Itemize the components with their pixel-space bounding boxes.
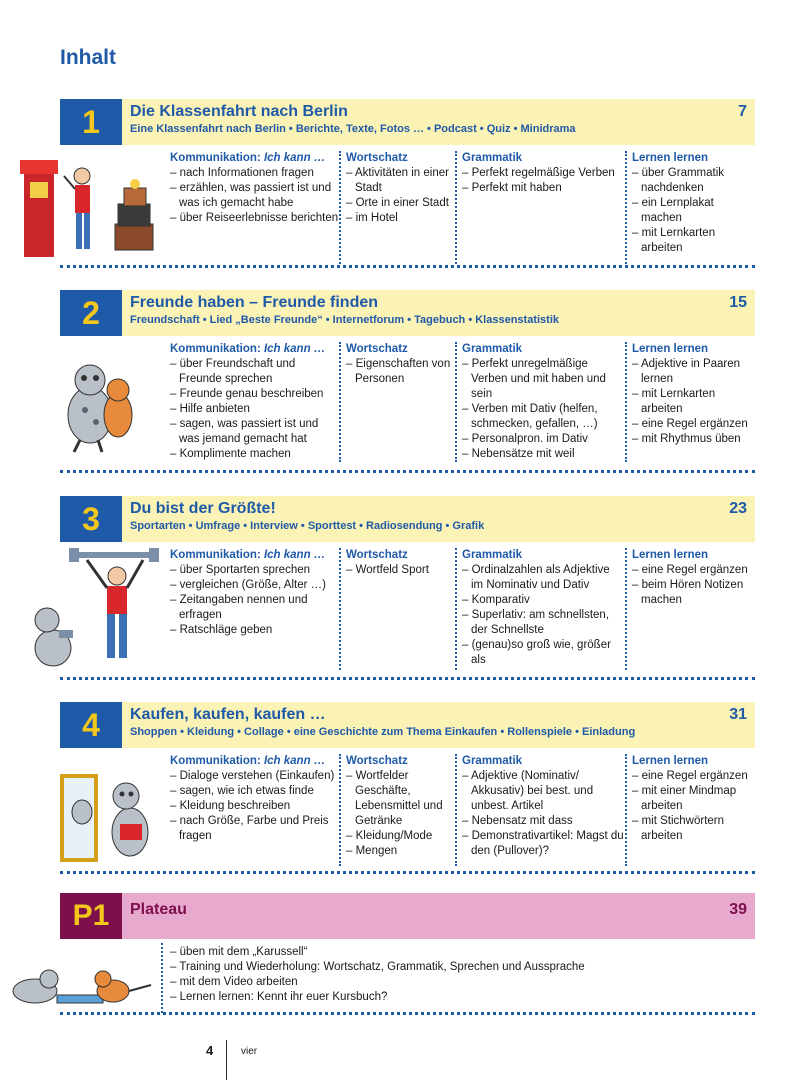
list-item: – über Reiseerlebnisse berichten bbox=[170, 211, 340, 226]
list-item: – ein Lernplakat machen bbox=[632, 196, 752, 226]
unit-number: 1 bbox=[60, 99, 122, 145]
unit-4 bbox=[0, 702, 795, 872]
illustration-dog-and-cat bbox=[60, 360, 145, 460]
section-divider bbox=[60, 677, 755, 680]
unit-subtitle: Sportarten • Umfrage • Interview • Sporttest • Radiosendung • Grafik bbox=[130, 520, 485, 532]
list-item: – Perfekt mit haben bbox=[462, 181, 624, 196]
column-divider bbox=[339, 342, 341, 462]
footer-divider bbox=[226, 1040, 227, 1080]
list-item: – mit dem Video arbeiten bbox=[170, 975, 750, 990]
column-head: Kommunikation: Ich kann … bbox=[170, 152, 326, 164]
list-item: – mit Lernkarten arbeiten bbox=[632, 226, 752, 256]
list-item: – Kleidung/Mode bbox=[346, 829, 454, 844]
unit-page-number[interactable]: 31 bbox=[729, 706, 747, 723]
list-item: – Ordinalzahlen als Adjektive im Nominativ und Dativ bbox=[462, 563, 624, 593]
unit-number: 4 bbox=[60, 702, 122, 748]
column-head: Lernen lernen bbox=[632, 152, 709, 164]
column-head: Kommunikation: Ich kann … bbox=[170, 549, 326, 561]
list-item: – Nebensätze mit weil bbox=[462, 447, 624, 462]
list-item: – über Freundschaft und Freunde sprechen bbox=[170, 357, 340, 387]
grammatik-column bbox=[462, 754, 624, 859]
list-item: – mit Stichwörtern arbeiten bbox=[632, 814, 752, 844]
wortschatz-column bbox=[346, 342, 454, 387]
kommunikation-column bbox=[170, 151, 340, 226]
list-item: – Mengen bbox=[346, 844, 454, 859]
list-item: – Demonstrativartikel: Magst du den (Pullover)? bbox=[462, 829, 624, 859]
list-item: – Personalpron. im Dativ bbox=[462, 432, 624, 447]
column-divider bbox=[339, 151, 341, 264]
grammatik-column bbox=[462, 151, 624, 196]
unit-number: 2 bbox=[60, 290, 122, 336]
illustration-boy-with-luggage bbox=[20, 154, 160, 269]
list-item: – üben mit dem „Karussell“ bbox=[170, 945, 750, 960]
footer-page-number: 4 bbox=[206, 1043, 214, 1058]
lernen-column bbox=[632, 754, 752, 844]
plateau-section bbox=[0, 893, 795, 1018]
list-item: – Komplimente machen bbox=[170, 447, 340, 462]
list-item: – nach Informationen fragen bbox=[170, 166, 340, 181]
unit-title[interactable]: Die Klassenfahrt nach Berlin bbox=[130, 103, 348, 120]
list-item: – Ratschläge geben bbox=[170, 623, 340, 638]
list-item: – Dialoge verstehen (Einkaufen) bbox=[170, 769, 340, 784]
unit-1 bbox=[0, 99, 795, 274]
page-title: Inhalt bbox=[60, 46, 116, 69]
list-item: – Eigenschaften von Personen bbox=[346, 357, 454, 387]
list-item: – Verben mit Dativ (helfen, schmecken, gefallen, …) bbox=[462, 402, 624, 432]
grammatik-column bbox=[462, 342, 624, 462]
list-item: – Adjektive (Nominativ/ Akkusativ) bei best. und unbest. Artikel bbox=[462, 769, 624, 814]
list-item: – Lernen lernen: Kennt ihr euer Kursbuch? bbox=[170, 990, 750, 1005]
unit-title[interactable]: Freunde haben – Freunde finden bbox=[130, 294, 379, 311]
section-divider bbox=[60, 470, 755, 473]
plateau-number: P1 bbox=[60, 893, 122, 939]
column-divider bbox=[625, 754, 627, 866]
unit-subtitle: Shoppen • Kleidung • Collage • eine Geschichte zum Thema Einkaufen • Rollenspiele • Einladung bbox=[130, 726, 636, 738]
list-item: – vergleichen (Größe, Alter …) bbox=[170, 578, 340, 593]
column-head: Grammatik bbox=[462, 549, 523, 561]
list-item: – eine Regel ergänzen bbox=[632, 563, 752, 578]
list-item: – Superlativ: am schnellsten, der Schnellste bbox=[462, 608, 624, 638]
list-item: – Perfekt regelmäßige Verben bbox=[462, 166, 624, 181]
section-divider bbox=[60, 871, 755, 874]
unit-page-number[interactable]: 7 bbox=[738, 103, 747, 120]
list-item: – sagen, was passiert ist und was jemand gemacht hat bbox=[170, 417, 340, 447]
column-head: Kommunikation: Ich kann … bbox=[170, 755, 326, 767]
list-item: – eine Regel ergänzen bbox=[632, 769, 752, 784]
list-item: – nach Größe, Farbe und Preis fragen bbox=[170, 814, 340, 844]
unit-number: 3 bbox=[60, 496, 122, 542]
lernen-column bbox=[632, 151, 752, 256]
column-head: Wortschatz bbox=[346, 152, 408, 164]
column-head: Wortschatz bbox=[346, 343, 408, 355]
column-divider bbox=[625, 342, 627, 462]
column-divider bbox=[339, 548, 341, 670]
column-head: Lernen lernen bbox=[632, 755, 709, 767]
list-item: – Zeitangaben nennen und erfragen bbox=[170, 593, 340, 623]
list-item: – Training und Wiederholung: Wortschatz, Grammatik, Sprechen und Aussprache bbox=[170, 960, 750, 975]
column-divider bbox=[455, 151, 457, 264]
list-item: – sagen, wie ich etwas finde bbox=[170, 784, 340, 799]
section-divider bbox=[60, 1012, 755, 1015]
list-item: – Aktivitäten in einer Stadt bbox=[346, 166, 454, 196]
unit-title[interactable]: Du bist der Größte! bbox=[130, 500, 276, 517]
list-item: – Freunde genau beschreiben bbox=[170, 387, 340, 402]
column-head: Kommunikation: Ich kann … bbox=[170, 343, 326, 355]
column-divider bbox=[625, 151, 627, 264]
grammatik-column bbox=[462, 548, 624, 668]
list-item: – Wortfeld Sport bbox=[346, 563, 454, 578]
column-divider bbox=[339, 754, 341, 866]
column-divider bbox=[161, 943, 163, 1013]
list-item: – beim Hören Notizen machen bbox=[632, 578, 752, 608]
column-divider bbox=[455, 342, 457, 462]
illustration-boy-lifting-weights bbox=[25, 548, 160, 678]
list-item: – Komparativ bbox=[462, 593, 624, 608]
unit-subtitle: Eine Klassenfahrt nach Berlin • Berichte, Texte, Fotos … • Podcast • Quiz • Minidrama bbox=[130, 123, 576, 135]
wortschatz-column bbox=[346, 754, 454, 859]
list-item: – im Hotel bbox=[346, 211, 454, 226]
column-head: Lernen lernen bbox=[632, 343, 709, 355]
footer-page-word: vier bbox=[241, 1046, 258, 1057]
lernen-column bbox=[632, 342, 752, 447]
list-item: – (genau)so groß wie, größer als bbox=[462, 638, 624, 668]
wortschatz-column bbox=[346, 151, 454, 226]
list-item: – Wortfelder Geschäfte, Lebensmittel und Getränke bbox=[346, 769, 454, 829]
column-head: Wortschatz bbox=[346, 549, 408, 561]
list-item: – mit einer Mindmap arbeiten bbox=[632, 784, 752, 814]
list-item: – Hilfe anbieten bbox=[170, 402, 340, 417]
wortschatz-column bbox=[346, 548, 454, 578]
kommunikation-column bbox=[170, 342, 340, 462]
list-item: – Kleidung beschreiben bbox=[170, 799, 340, 814]
list-item: – mit Lernkarten arbeiten bbox=[632, 387, 752, 417]
plateau-page-number[interactable]: 39 bbox=[729, 901, 747, 918]
unit-title[interactable]: Kaufen, kaufen, kaufen … bbox=[130, 706, 326, 723]
kommunikation-column bbox=[170, 548, 340, 638]
column-head: Grammatik bbox=[462, 152, 523, 164]
plateau-title[interactable]: Plateau bbox=[130, 901, 187, 918]
kommunikation-column bbox=[170, 754, 340, 844]
unit-2 bbox=[0, 290, 795, 470]
column-head: Grammatik bbox=[462, 343, 523, 355]
list-item: – Perfekt unregelmäßige Verben und mit haben und sein bbox=[462, 357, 624, 402]
illustration-cats-with-book bbox=[5, 963, 155, 1013]
list-item: – erzählen, was passiert ist und was ich gemacht habe bbox=[170, 181, 340, 211]
unit-page-number[interactable]: 15 bbox=[729, 294, 747, 311]
column-divider bbox=[455, 754, 457, 866]
lernen-column bbox=[632, 548, 752, 608]
column-head: Wortschatz bbox=[346, 755, 408, 767]
plateau-list bbox=[170, 945, 750, 1005]
list-item: – Orte in einer Stadt bbox=[346, 196, 454, 211]
list-item: – über Grammatik nachdenken bbox=[632, 166, 752, 196]
list-item: – mit Rhythmus üben bbox=[632, 432, 752, 447]
section-divider bbox=[60, 265, 755, 268]
unit-subtitle: Freundschaft • Lied „Beste Freunde“ • Internetforum • Tagebuch • Klassenstatistik bbox=[130, 314, 559, 326]
list-item: – eine Regel ergänzen bbox=[632, 417, 752, 432]
list-item: – über Sportarten sprechen bbox=[170, 563, 340, 578]
column-head: Lernen lernen bbox=[632, 549, 709, 561]
unit-page-number[interactable]: 23 bbox=[729, 500, 747, 517]
column-divider bbox=[625, 548, 627, 670]
list-item: – Nebensatz mit dass bbox=[462, 814, 624, 829]
illustration-dog-at-mirror bbox=[60, 772, 160, 872]
unit-3 bbox=[0, 496, 795, 676]
list-item: – Adjektive in Paaren lernen bbox=[632, 357, 752, 387]
column-head: Grammatik bbox=[462, 755, 523, 767]
column-divider bbox=[455, 548, 457, 670]
